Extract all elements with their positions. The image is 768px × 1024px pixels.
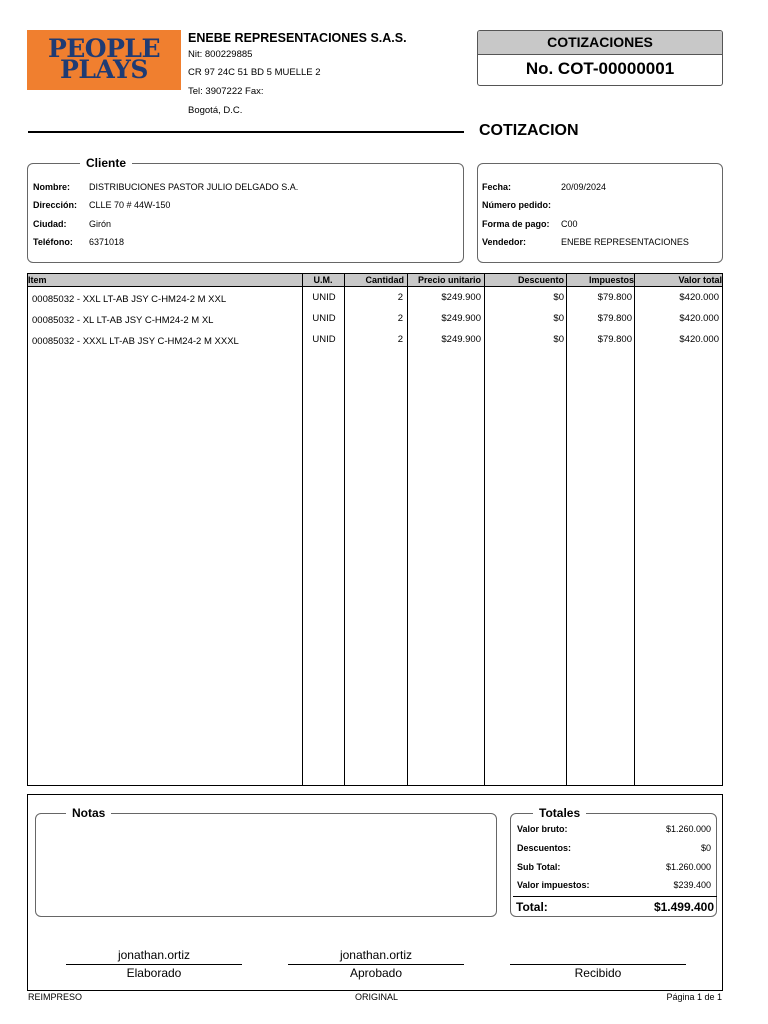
cell-total: $420.000	[679, 292, 719, 303]
client-address-label: Dirección:	[33, 200, 78, 210]
client-name-label: Nombre:	[33, 182, 71, 192]
seller-value: ENEBE REPRESENTACIONES	[561, 237, 689, 247]
column-divider	[566, 274, 567, 785]
totals-legend: Totales	[533, 806, 586, 820]
discounts-value: $0	[700, 843, 711, 853]
cell-total: $420.000	[679, 313, 719, 324]
cell-discount: $0	[553, 334, 564, 345]
cell-taxes: $79.800	[597, 292, 632, 303]
cell-item: 00085032 - XXXL LT-AB JSY C-HM24-2 M XXXL	[32, 336, 239, 347]
signature-elaborado	[66, 948, 242, 980]
client-city-label: Ciudad:	[33, 219, 67, 229]
company-nit: Nit: 800229885	[188, 49, 253, 60]
cell-quantity: 2	[397, 334, 403, 345]
client-name: DISTRIBUCIONES PASTOR JULIO DELGADO S.A.	[89, 182, 299, 192]
taxes-label: Valor impuestos:	[517, 880, 590, 890]
client-box	[27, 156, 464, 263]
footer-original: ORIGINAL	[355, 992, 399, 1002]
header-unit: U.M.	[313, 275, 333, 285]
client-city: Girón	[89, 219, 112, 229]
header-unit-price: Precio unitario	[417, 275, 481, 285]
subtotal-label: Sub Total:	[517, 862, 561, 872]
header-quantity: Cantidad	[365, 275, 404, 285]
seller-label: Vendedor:	[482, 237, 527, 247]
cell-unit-price: $249.900	[441, 292, 481, 303]
company-phone: Tel: 3907222 Fax:	[188, 86, 264, 97]
grand-total-value: $1.499.400	[653, 900, 714, 914]
discounts-label: Descuentos:	[517, 843, 572, 853]
elaborado-label: Elaborado	[126, 966, 182, 980]
gross-value-label: Valor bruto:	[517, 824, 568, 834]
grand-total-row	[513, 896, 717, 916]
company-logo	[27, 30, 181, 90]
quote-number: No. COT-00000001	[525, 59, 675, 78]
quote-number-box	[477, 30, 723, 86]
company-city: Bogotá, D.C.	[188, 105, 243, 116]
cell-quantity: 2	[397, 313, 403, 324]
cell-unit: UNID	[312, 334, 336, 345]
cell-quantity: 2	[397, 292, 403, 303]
header-discount: Descuento	[517, 275, 564, 285]
client-legend: Cliente	[80, 156, 132, 170]
column-divider	[484, 274, 485, 785]
taxes-value: $239.400	[673, 880, 711, 890]
cell-discount: $0	[553, 292, 564, 303]
quote-info-box	[477, 163, 723, 263]
client-phone-label: Teléfono:	[33, 237, 73, 247]
table-header	[28, 274, 722, 287]
header-total: Valor total	[678, 275, 722, 285]
order-number-label: Número pedido:	[482, 200, 551, 210]
recibido-label: Recibido	[574, 966, 622, 980]
company-address: CR 97 24C 51 BD 5 MUELLE 2	[188, 67, 321, 78]
header-taxes: Impuestos	[588, 275, 634, 285]
signature-line	[288, 964, 464, 965]
cell-unit: UNID	[312, 292, 336, 303]
cell-item: 00085032 - XL LT-AB JSY C-HM24-2 M XL	[32, 315, 214, 326]
cell-unit-price: $249.900	[441, 313, 481, 324]
signature-aprobado	[288, 948, 464, 980]
signature-recibido	[510, 948, 686, 980]
quote-box-header: COTIZACIONES	[478, 31, 722, 55]
cell-item: 00085032 - XXL LT-AB JSY C-HM24-2 M XXL	[32, 294, 227, 305]
payment-method-label: Forma de pago:	[482, 219, 550, 229]
column-divider	[344, 274, 345, 785]
title-divider	[28, 131, 464, 133]
aprobado-label: Aprobado	[349, 966, 403, 980]
column-divider	[302, 274, 303, 785]
cell-unit-price: $249.900	[441, 334, 481, 345]
header-item: Item	[28, 275, 47, 285]
cell-taxes: $79.800	[597, 334, 632, 345]
grand-total-label: Total:	[516, 900, 548, 914]
document-title: COTIZACION	[479, 122, 579, 139]
column-divider	[407, 274, 408, 785]
subtotal-value: $1.260.000	[665, 862, 711, 872]
date-value: 20/09/2024	[561, 182, 607, 192]
cell-unit: UNID	[312, 313, 336, 324]
client-phone: 6371018	[89, 237, 125, 247]
notes-box	[35, 806, 497, 917]
client-address: CLLE 70 # 44W-150	[89, 200, 171, 210]
cell-taxes: $79.800	[597, 313, 632, 324]
cell-discount: $0	[553, 313, 564, 324]
company-name: ENEBE REPRESENTACIONES S.A.S.	[188, 31, 407, 45]
logo-line-1: PEOPLE	[47, 34, 161, 63]
notes-legend: Notas	[66, 806, 111, 820]
cell-total: $420.000	[679, 334, 719, 345]
recibido-user	[510, 948, 686, 962]
signature-line	[66, 964, 242, 965]
elaborado-user: jonathan.ortiz	[117, 948, 191, 962]
company-info	[188, 30, 407, 120]
column-divider	[634, 274, 635, 785]
logo-line-2: PLAYS	[60, 55, 148, 84]
footer-reprint: REIMPRESO	[28, 992, 83, 1002]
signature-line	[510, 964, 686, 965]
gross-value: $1.260.000	[665, 824, 711, 834]
items-table	[27, 273, 723, 786]
payment-method-value: C00	[561, 219, 578, 229]
date-label: Fecha:	[482, 182, 512, 192]
footer-page-number: Página 1 de 1	[666, 992, 722, 1002]
aprobado-user: jonathan.ortiz	[339, 948, 413, 962]
